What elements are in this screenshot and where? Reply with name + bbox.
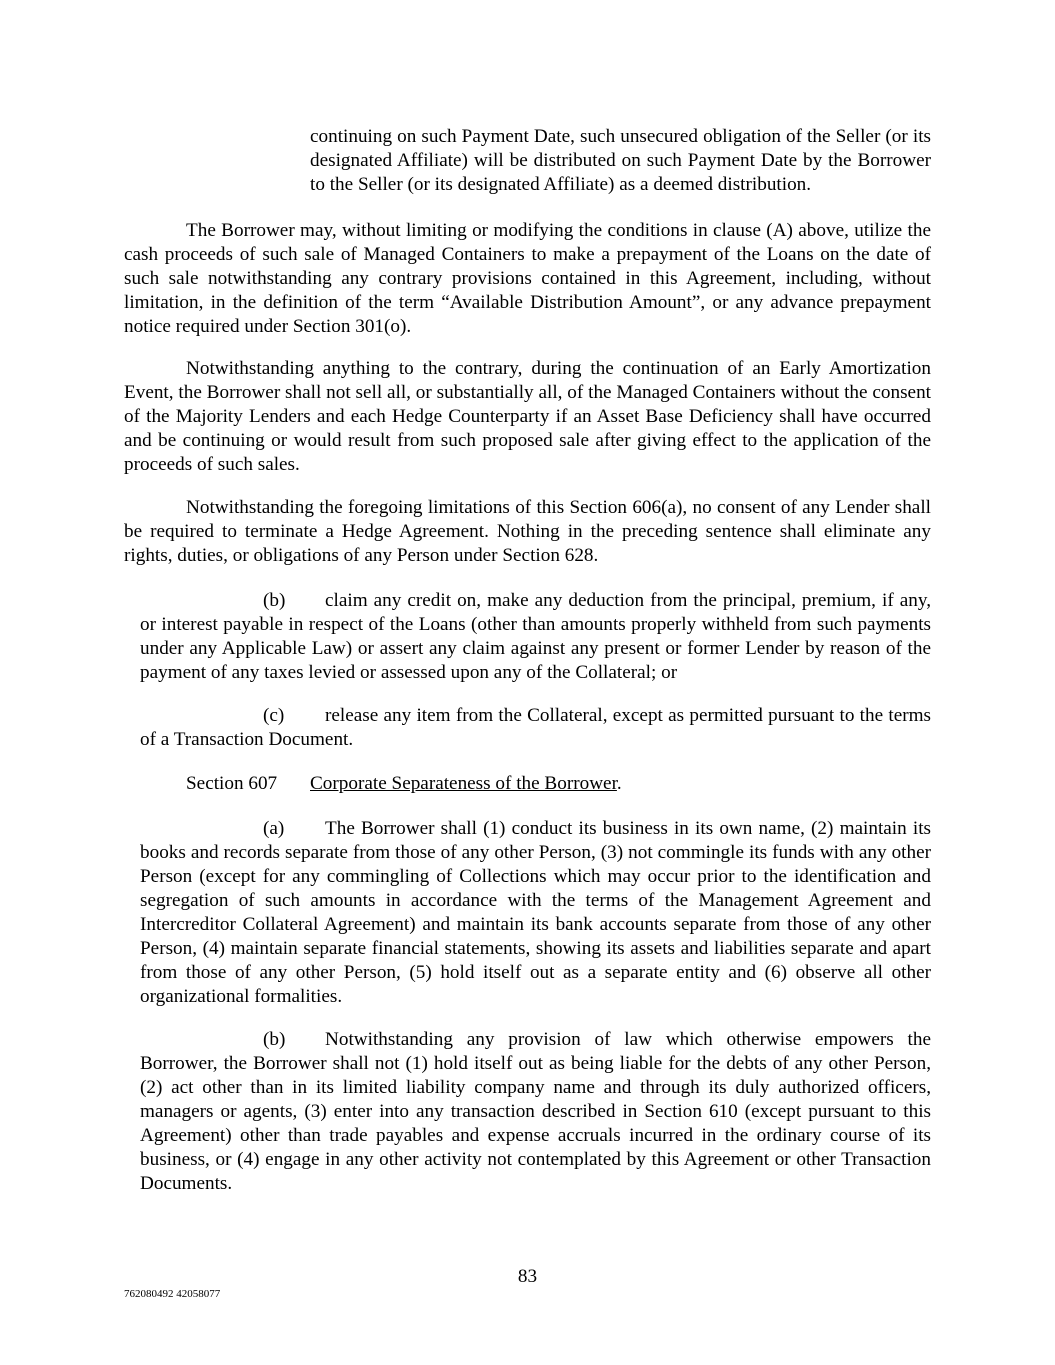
clause-label: (c) [263,705,285,726]
clause-label: (b) [263,590,286,611]
paragraph-hedge-agreement: Notwithstanding the foregoing limitations of this Section 606(a), no consent of any Lender shall be required to terminate a Hedge Agreement. Nothing in the preceding sentence shall eliminate any rights, duties, or obligations of any Person under Section 628. [124,497,931,566]
clause-text: claim any credit on, make any deduction from the principal, premium, if any, or interest payable in respect of the Loans (other than amounts properly withheld from such payments under any Applicable Law) or assert any claim against any present or former Lender by reason of the payment of any taxes levied or assessed upon any of the Collateral; or [140,590,931,683]
clause-606-c [140,704,931,752]
section-title: Corporate Separateness of the Borrower [310,773,617,794]
page-number: 83 [517,1266,538,1287]
clause-text: Notwithstanding any provision of law which otherwise empowers the Borrower, the Borrower shall not (1) hold itself out as being liable for the debts of any other Person, (2) act other than in its limited liability company name and through its duly authorized officers, managers or agents, (3) enter into any transaction described in Section 610 (except pursuant to this Agreement) other than trade payables and expense accruals incurred in the ordinary course of its business, or (4) engage in any other activity not contemplated by this Agreement or other Transaction Documents. [140,1029,931,1194]
paragraph-prepayment: The Borrower may, without limiting or modifying the conditions in clause (A) above, utilize the cash proceeds of such sale of Managed Containers to make a prepayment of the Loans on the date of such sale notwithstanding any contrary provisions contained in this Agreement, including, without limitation, in the definition of the term “Available Distribution Amount”, or any advance prepayment notice required under Section 301(o). [124,220,931,337]
clause-label: (a) [263,818,285,839]
paragraph-early-amortization: Notwithstanding anything to the contrary, during the continuation of an Early Amortization Event, the Borrower shall not sell all, or substantially all, of the Managed Containers without the consent of the Majority Lenders and each Hedge Counterparty if an Asset Base Deficiency shall have occurred and be continuing or would result from such proposed sale after giving effect to the application of the proceeds of such sales. [124,358,931,475]
clause-607-a [140,817,931,1009]
clause-607-b [140,1028,931,1196]
clause-606-b [140,589,931,685]
clause-label: (b) [263,1029,286,1050]
clause-text: release any item from the Collateral, except as permitted pursuant to the terms of a Transaction Document. [140,705,931,750]
section-607-heading [186,772,622,796]
continuation-paragraph: continuing on such Payment Date, such unsecured obligation of the Seller (or its designated Affiliate) will be distributed on such Payment Date by the Borrower to the Seller (or its designated Affiliate) as a deemed distribution. [310,126,931,195]
document-id: 762080492 42058077 [124,1288,221,1300]
section-title-punctuation: . [616,773,622,794]
clause-text: The Borrower shall (1) conduct its business in its own name, (2) maintain its books and records separate from those of any other Person, (3) not commingle its funds with any other Person (except for any commingling of Collections which may occur prior to the identification and segregation of such amounts in accordance with the terms of the Management Agreement and Intercreditor Collateral Agreement) and maintain its bank accounts separate from those of any other Person, (4) maintain separate financial statements, showing its assets and liabilities separate and apart from those of any other Person, (5) hold itself out as a separate entity and (6) observe all other organizational formalities. [140,818,931,1007]
section-number: Section 607 [186,773,278,794]
